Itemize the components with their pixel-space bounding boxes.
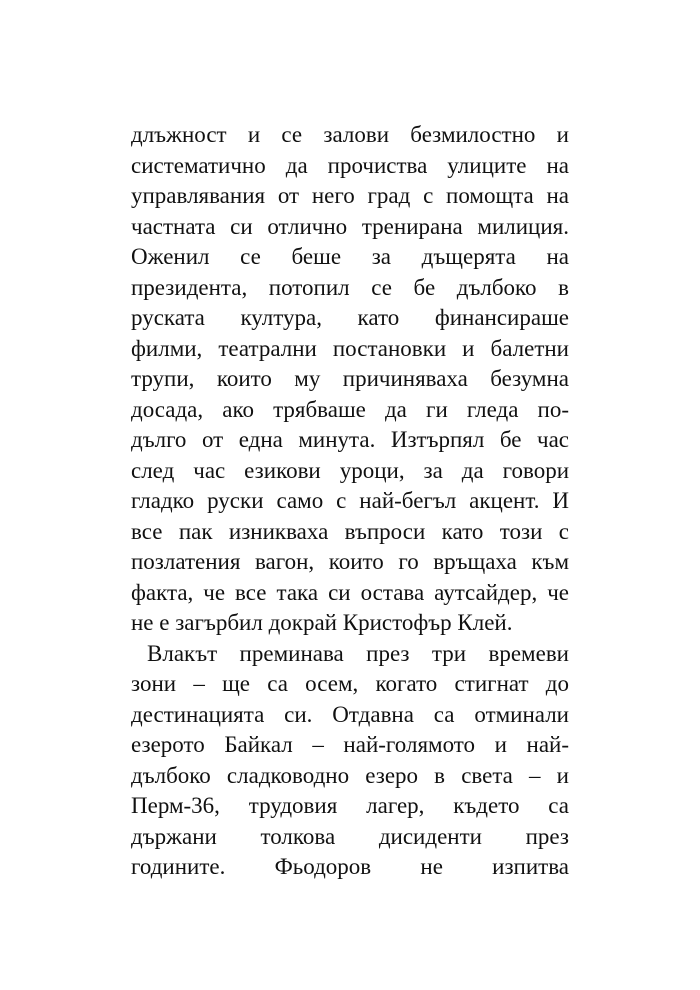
text-line: дестинацията си. Отдавна са отминали: [131, 701, 569, 727]
text-line: езерото Байкал – най-голямото и най-: [131, 732, 569, 757]
text-line: президента, потопил се бе дълбоко в: [131, 274, 569, 300]
text-line: все пак изникваха въпроси като този с: [131, 518, 569, 544]
text-line: трупи, които му причиняваха безумна: [131, 366, 569, 391]
text-line: досада, ако трябваше да ги гледа по-: [131, 396, 569, 422]
paragraph-2: [131, 639, 569, 883]
body-text: [131, 120, 569, 883]
text-line: Влакът преминава през три времеви: [147, 640, 569, 666]
paragraph-1: [131, 120, 569, 639]
text-line: Перм-36, трудовия лагер, където са: [131, 793, 569, 818]
text-line: дълбоко сладководно езеро в света – и: [131, 762, 569, 788]
text-line: държани толкова дисиденти през: [131, 823, 569, 849]
text-line: Оженил се беше за дъщерята на: [131, 244, 569, 269]
text-line: след час езикови уроци, за да говори: [131, 457, 569, 483]
text-line: дълго от една минута. Изтърпял бе час: [131, 427, 569, 452]
text-line: управлявания от него град с помощта на: [131, 183, 569, 208]
text-line: частната си отлично тренирана милиция.: [131, 213, 569, 239]
text-line: длъжност и се залови безмилостно и: [131, 122, 569, 147]
text-line: факта, че все така си остава аутсайдер, че: [131, 579, 569, 605]
text-line: филми, театрални постановки и балетни: [131, 335, 569, 361]
text-line: систематично да прочиства улиците на: [131, 152, 569, 178]
text-line: не е загърбил докрай Кристофър Клей.: [131, 610, 513, 635]
text-line: годините. Фьодоров не изпитва: [131, 854, 569, 879]
text-line: зони – ще са осем, когато стигнат до: [131, 671, 569, 696]
text-line: гладко руски само с най-бегъл акцент. И: [131, 488, 569, 513]
text-line: руската култура, като финансираше: [131, 305, 569, 330]
text-line: позлатения вагон, които го връщаха към: [131, 549, 569, 574]
